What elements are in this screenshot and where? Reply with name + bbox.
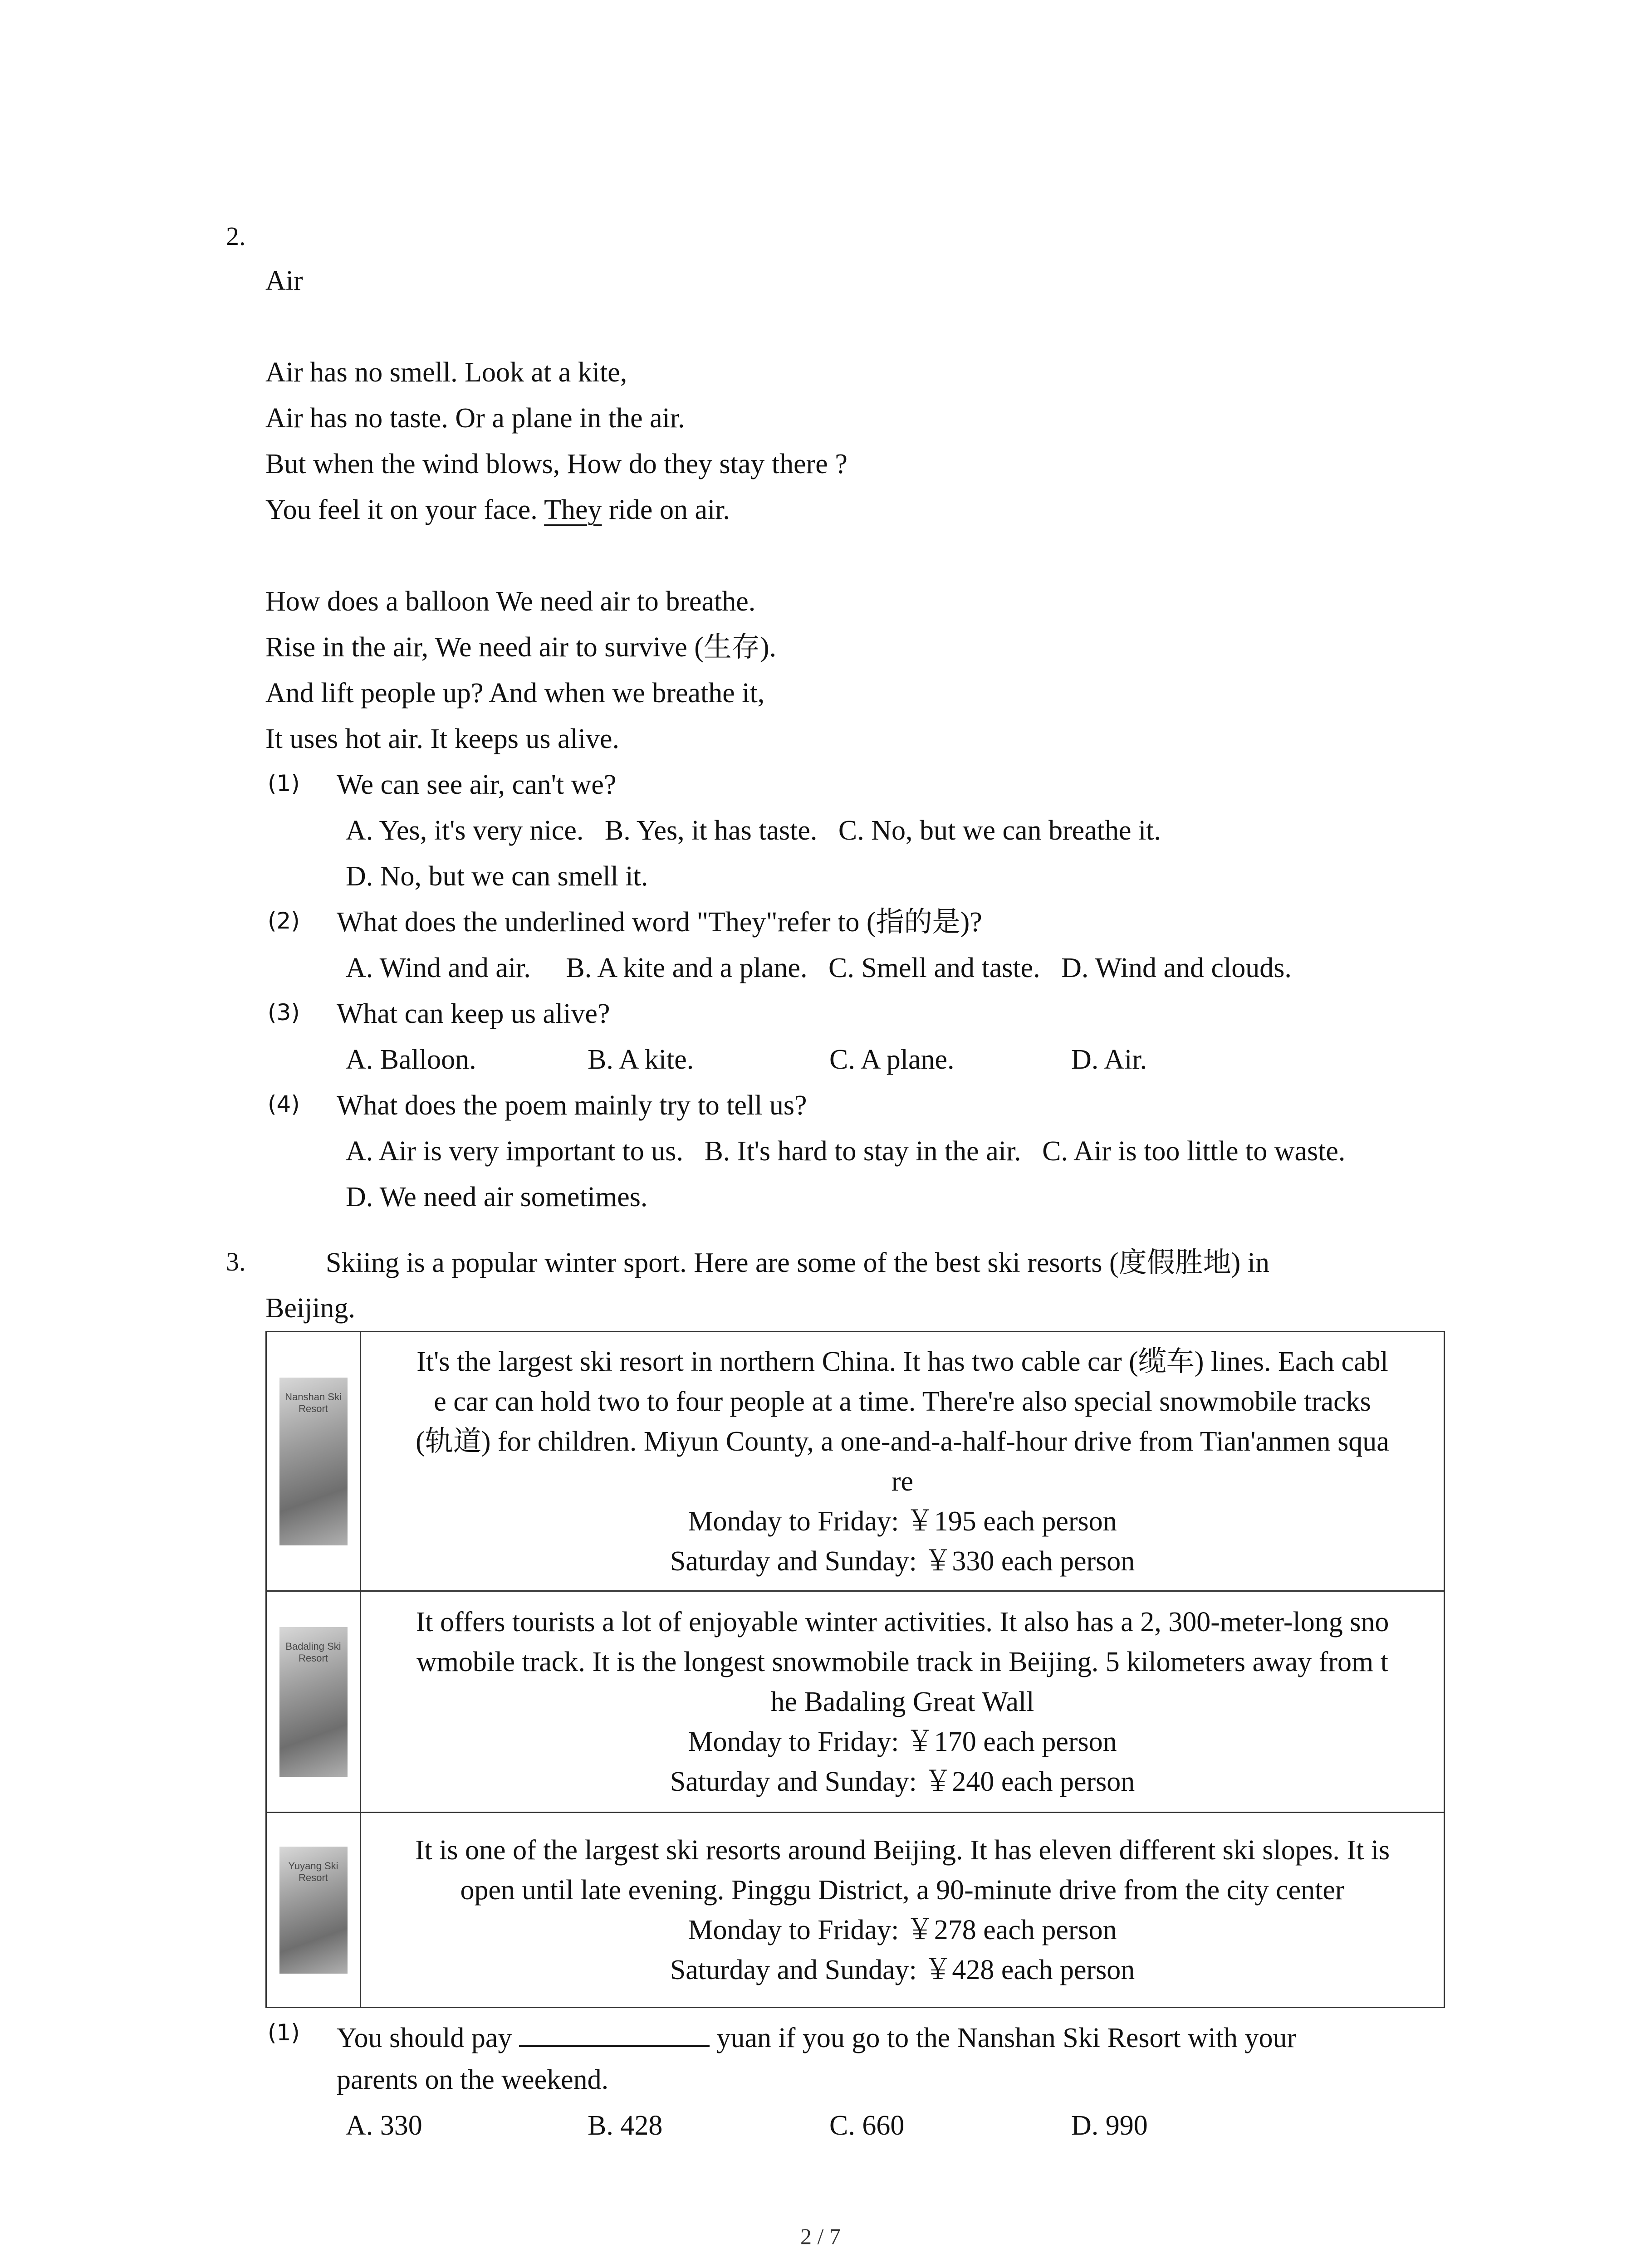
resort-photo-caption: Nanshan Ski Resort bbox=[285, 1391, 342, 1414]
resort-text-line: (轨道) for children. Miyun County, a one-and-a-half-hour drive from Tian'anmen squa bbox=[416, 1426, 1389, 1457]
resort-photo-caption: Badaling Ski Resort bbox=[285, 1640, 341, 1664]
option-c: C. 660 bbox=[829, 2110, 905, 2141]
question-text: You should pay bbox=[337, 2023, 519, 2053]
poem-line: It uses hot air. It keeps us alive. bbox=[265, 723, 619, 754]
poem-line: How does a balloon We need air to breathe. bbox=[265, 586, 756, 617]
table-row bbox=[266, 1591, 1445, 1813]
option-c: C. A plane. bbox=[829, 1044, 955, 1075]
underlined-word-they: They bbox=[544, 494, 602, 525]
question-2-number: 2. bbox=[226, 221, 246, 251]
sub-question-number: (2) bbox=[268, 908, 300, 934]
option-b: B. 428 bbox=[588, 2110, 663, 2141]
resort-price-weekday: Monday to Friday: ￥278 each person bbox=[688, 1914, 1117, 1945]
resort-description bbox=[361, 1591, 1445, 1813]
answer-options: D. No, but we can smell it. bbox=[346, 861, 648, 892]
resort-photo bbox=[279, 1627, 348, 1777]
option-d: D. 990 bbox=[1071, 2110, 1148, 2141]
option-b: B. A kite. bbox=[588, 1044, 694, 1075]
resort-description bbox=[361, 1332, 1445, 1591]
answer-blank[interactable] bbox=[519, 2020, 710, 2047]
resort-text-line: re bbox=[891, 1466, 914, 1497]
sub-question-number: (1) bbox=[268, 2019, 300, 2046]
answer-options: A. Yes, it's very nice. B. Yes, it has taste. C. No, but we can breathe it. bbox=[346, 815, 1161, 846]
poem-line bbox=[265, 496, 730, 524]
resort-description bbox=[361, 1813, 1445, 2008]
answer-options: A. Wind and air. B. A kite and a plane. C. Smell and taste. D. Wind and clouds. bbox=[346, 953, 1292, 983]
table-row bbox=[266, 1332, 1445, 1591]
resort-price-weekday: Monday to Friday: ￥170 each person bbox=[688, 1726, 1117, 1757]
ski-resorts-table bbox=[265, 1331, 1445, 2008]
resort-text-line: open until late evening. Pinggu District, a 90-minute drive from the city center bbox=[460, 1874, 1345, 1906]
resort-text-line: e car can hold two to four people at a time. There're also special snowmobile tracks bbox=[434, 1386, 1371, 1417]
option-a: A. Balloon. bbox=[346, 1044, 476, 1075]
resort-price-weekday: Monday to Friday: ￥195 each person bbox=[688, 1505, 1117, 1537]
resort-price-weekend: Saturday and Sunday: ￥330 each person bbox=[670, 1545, 1135, 1577]
poem-line: But when the wind blows, How do they stay there ? bbox=[265, 449, 847, 479]
resort-image-cell bbox=[266, 1591, 361, 1813]
poem-title: Air bbox=[265, 265, 303, 296]
sub-question-number: (1) bbox=[268, 770, 300, 797]
resort-text-line: It's the largest ski resort in northern China. It has two cable car (缆车) lines. Each cabl bbox=[416, 1346, 1388, 1377]
question-3-number: 3. bbox=[226, 1247, 246, 1276]
question-3-intro: Skiing is a popular winter sport. Here are some of the best ski resorts (度假胜地) in bbox=[326, 1247, 1270, 1278]
answer-options: A. Air is very important to us. B. It's hard to stay in the air. C. Air is too little to waste. bbox=[346, 1136, 1346, 1167]
resort-photo-caption: Yuyang Ski Resort bbox=[288, 1860, 338, 1883]
resort-text-line: It offers tourists a lot of enjoyable winter activities. It also has a 2, 300-meter-long sno bbox=[416, 1606, 1389, 1637]
option-d: D. Air. bbox=[1071, 1044, 1147, 1075]
poem-text: ride on air. bbox=[602, 494, 730, 525]
resort-image-cell bbox=[266, 1332, 361, 1591]
poem-line: And lift people up? And when we breathe it, bbox=[265, 678, 765, 709]
resort-text-line: It is one of the largest ski resorts around Beijing. It has eleven different ski slopes. It is bbox=[415, 1834, 1390, 1866]
resort-text-line: wmobile track. It is the longest snowmobile track in Beijing. 5 kilometers away from t bbox=[416, 1646, 1388, 1677]
resort-photo bbox=[279, 1378, 348, 1545]
sub-question-text: parents on the weekend. bbox=[337, 2064, 609, 2095]
resort-photo bbox=[279, 1847, 348, 1974]
sub-question-text: What does the underlined word "They"refer to (指的是)? bbox=[337, 907, 982, 938]
question-text: yuan if you go to the Nanshan Ski Resort with your bbox=[709, 2023, 1297, 2053]
poem-text: You feel it on your face. bbox=[265, 494, 544, 525]
poem-line: Air has no smell. Look at a kite, bbox=[265, 357, 627, 388]
resort-text-line: he Badaling Great Wall bbox=[770, 1686, 1034, 1717]
page-number: 2 / 7 bbox=[800, 2224, 841, 2249]
resort-price-weekend: Saturday and Sunday: ￥428 each person bbox=[670, 1954, 1135, 1985]
sub-question-text bbox=[337, 2020, 1296, 2052]
resort-image-cell bbox=[266, 1813, 361, 2008]
sub-question-number: (3) bbox=[268, 999, 300, 1026]
option-a: A. 330 bbox=[346, 2110, 422, 2141]
poem-line: Air has no taste. Or a plane in the air. bbox=[265, 403, 685, 434]
sub-question-number: (4) bbox=[268, 1091, 300, 1117]
sub-question-text: We can see air, can't we? bbox=[337, 769, 617, 800]
answer-options: D. We need air sometimes. bbox=[346, 1182, 648, 1212]
table-row bbox=[266, 1813, 1445, 2008]
resort-price-weekend: Saturday and Sunday: ￥240 each person bbox=[670, 1766, 1135, 1797]
question-3-intro: Beijing. bbox=[265, 1293, 356, 1324]
sub-question-text: What does the poem mainly try to tell us? bbox=[337, 1090, 807, 1121]
poem-line: Rise in the air, We need air to survive (生存). bbox=[265, 632, 777, 663]
sub-question-text: What can keep us alive? bbox=[337, 998, 610, 1029]
